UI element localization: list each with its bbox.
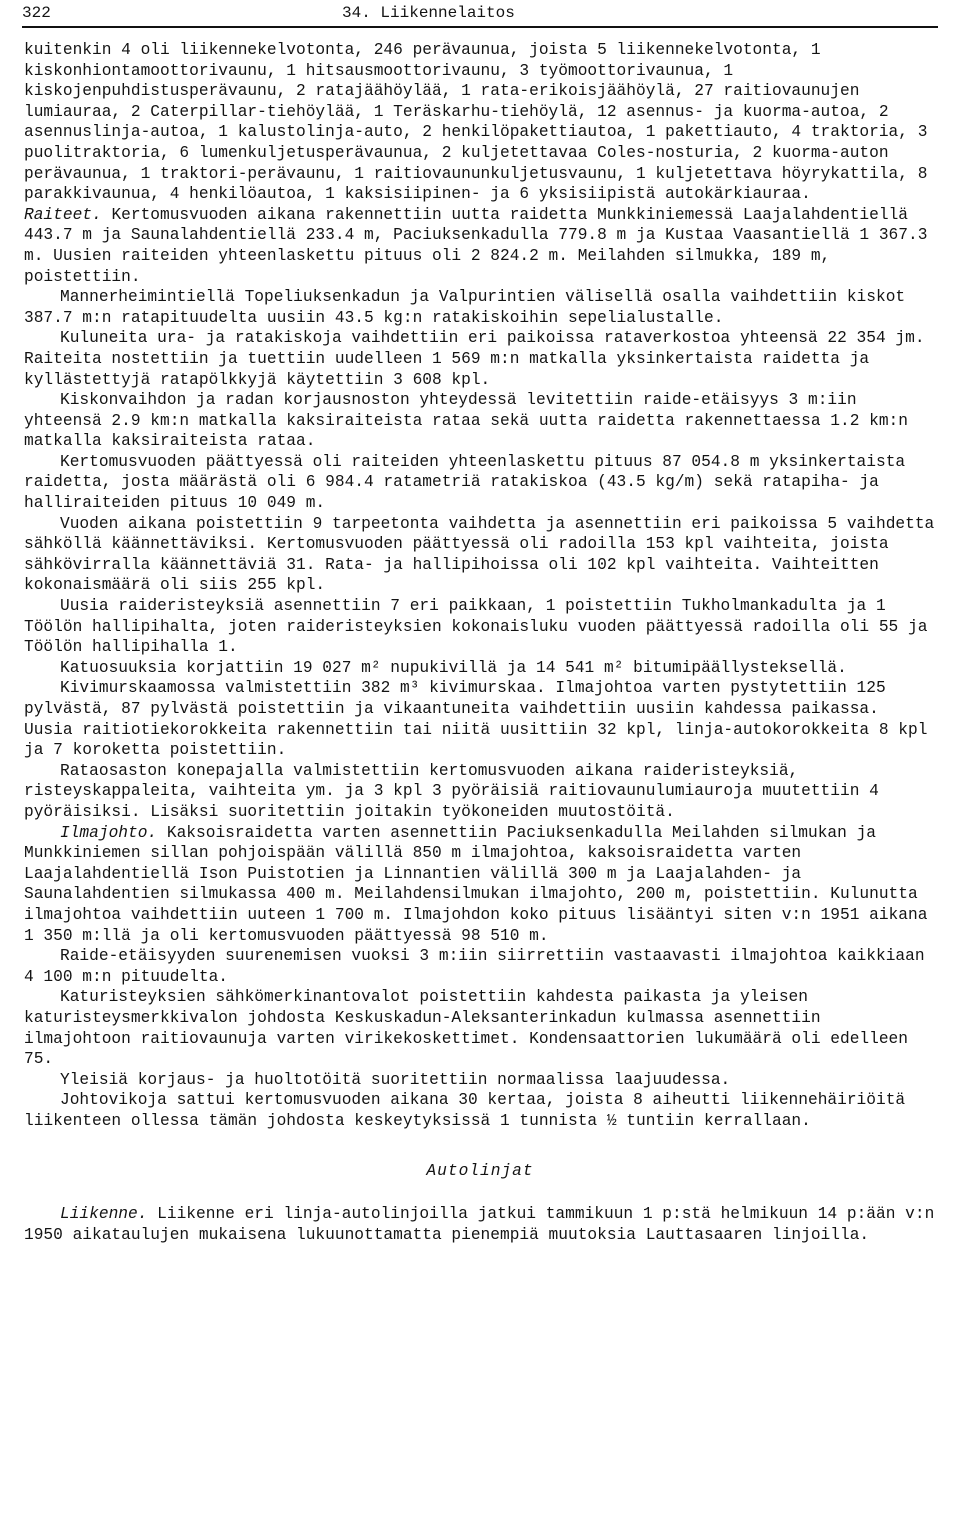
paragraph (24, 761, 936, 823)
paragraph-text: Kaksoisraidetta varten asennettiin Paciuksenkadulla Meilahden silmukan ja Munkkiniemen sillan pohjoispään välillä 850 m ilmajohtoa, kaksoisraidetta varten Laajalahdentiellä Ison Puistotien ja Linnantien välillä 300 m ja Laajalahden- ja Saunalahdentien silmukassa 400 m. Meilahdensilmukan ilmajohto, 200 m, poistettiin. Kulunutta ilmajohtoa vaihdettiin uuteen 1 700 m. Ilmajohdon koko pituus lisääntyi siten v:n 1951 aikana 1 350 m:llä ja oli kertomusvuoden päättyessä 98 510 m. (24, 823, 928, 945)
paragraph (24, 1090, 936, 1131)
paragraph-label: Ilmajohto. (60, 823, 158, 842)
paragraph-text: Katuristeyksien sähkömerkinantovalot poistettiin kahdesta paikasta ja yleisen katuristeysmerkkivalon johdosta Keskuskadun-Aleksanterinkadun kulmassa asennettiin ilmajohtoon raitiovaunuja varten virikekoskettimet. Kondensaattorien lukumäärä oli edelleen 75. (24, 988, 908, 1069)
paragraph (24, 823, 936, 947)
paragraph-text: Kivimurskaamossa valmistettiin 382 m³ kivimurskaa. Ilmajohtoa varten pystytettiin 125 pylvästä, 87 pylvästä poistettiin ja vikaantuneita vaihdettiin uusiin kahdessa paikassa. Uusia raitiotiekorokkeita rakennettiin tai niitä uusittiin 32 kpl, linja-autokorokkeita 8 kpl ja 7 koroketta poistettiin. (24, 679, 928, 760)
paragraph-text: Vuoden aikana poistettiin 9 tarpeetonta vaihdetta ja asennettiin eri paikoissa 5 vaihdetta sähköllä käännettäviksi. Kertomusvuoden päättyessä oli radoilla 153 kpl vaihteita, joista sähkövirralla käännettäviä 31. Rata- ja hallipihoissa oli 102 kpl vaihteita. Vaihteitten kokonaismäärä oli siis 255 kpl. (24, 514, 935, 595)
page-body (24, 40, 936, 1245)
paragraph-text: Johtovikoja sattui kertomusvuoden aikana 30 kertaa, joista 8 aiheutti liikennehäiriöitä liikenteen ollessa tämän johdosta keskeytyksissä 1 tunnista ½ tuntiin kerrallaan. (24, 1091, 906, 1130)
header-rule (22, 26, 938, 28)
paragraph-text: Liikenne eri linja-autolinjoilla jatkui tammikuun 1 p:stä helmikuun 14 p:ään v:n 1950 aikataulujen mukaisena lukuunottamatta pienempiä muutoksia Lauttasaaren linjoilla. (24, 1205, 935, 1244)
paragraph (24, 946, 936, 987)
paragraph-text: Rataosaston konepajalla valmistettiin kertomusvuoden aikana raideristeyksiä, risteyskappaleita, vaihteita ym. ja 3 kpl 3 pyöräisiä raitiovaunulumiauroja muutettiin 4 pyöräisiksi. Lisäksi suoritettiin joitakin työkoneiden muutostöitä. (24, 761, 879, 821)
paragraph-label: Raiteet. (24, 205, 102, 224)
paragraph (24, 678, 936, 760)
section-title: 34. Liikennelaitos (342, 4, 515, 22)
subsection-heading: Autolinjat (426, 1162, 534, 1181)
paragraph-text: Yleisiä korjaus- ja huoltotöitä suoritettiin normaalissa laajuudessa. (60, 1070, 731, 1089)
paragraph (24, 658, 936, 679)
paragraph (24, 1204, 936, 1245)
page-header (22, 4, 938, 26)
paragraph-text: Uusia raideristeyksiä asennettiin 7 eri paikkaan, 1 poistettiin Tukholmankadulta ja 1 Töölön hallipihalta, joten raideristeyksien kokonaisluku vuoden päättyessä radoilla oli 55 ja Töölön hallipihalla 1. (24, 597, 928, 657)
paragraph-text: Mannerheimintiellä Topeliuksenkadun ja Valpurintien välisellä osalla vaihdettiin kiskot 387.7 m:n ratapituudelta uusiin 43.5 kg:n ratakiskoihin sepelialustalle. (24, 288, 906, 327)
paragraph (24, 987, 936, 1069)
paragraph-text: Kuluneita ura- ja ratakiskoja vaihdettiin eri paikoissa rataverkostoa yhteensä 22 354 jm. Raiteita nostettiin ja tuettiin uudelleen 1 569 m:n matkalla yksinkertaista raidetta ja kyllästettyjä ratapölkkyjä käytettiin 3 608 kpl. (24, 329, 925, 389)
paragraph (24, 40, 936, 205)
paragraph-text: Kertomusvuoden aikana rakennettiin uutta raidetta Munkkiniemessä Laajalahdentiellä 443.7 m ja Saunalahdentiellä 233.4 m, Paciuksenkadulla 779.8 m ja Kustaa Vaasantiellä 1 367.3 m. Uusien raiteiden yhteenlaskettu pituus oli 2 824.2 m. Meilahden silmukka, 189 m, poistettiin. (24, 205, 928, 286)
paragraph (24, 328, 936, 390)
paragraph (24, 205, 936, 287)
paragraph (24, 452, 936, 514)
paragraph-text: Kertomusvuoden päättyessä oli raiteiden yhteenlaskettu pituus 87 054.8 m yksinkertaista raidetta, josta määrästä oli 6 984.4 ratametriä ratakiskoa (43.5 kg/m) sekä ratapiha- ja halliraiteiden pituus 10 049 m. (24, 452, 906, 513)
paragraph-text: Katuosuuksia korjattiin 19 027 m² nupukivillä ja 14 541 m² bitumipäällysteksellä. (60, 658, 847, 677)
paragraph-text: Raide-etäisyyden suurenemisen vuoksi 3 m:iin siirrettiin vastaavasti ilmajohtoa kaikkiaan 4 100 m:n pituudelta. (24, 947, 925, 986)
paragraph (24, 1070, 936, 1091)
page-number: 322 (22, 4, 51, 22)
paragraph-label: Liikenne. (60, 1205, 148, 1224)
paragraph-text: Kiskonvaihdon ja radan korjausnoston yhteydessä levitettiin raide-etäisyys 3 m:iin yhteensä 2.9 km:n matkalla kaksiraiteista rataa sekä uutta raidetta rakennettaessa 1.2 km:n matkalla kaksiraiteista rataa. (24, 391, 908, 451)
paragraph-text: kuitenkin 4 oli liikennekelvotonta, 246 perävaunua, joista 5 liikennekelvotonta, 1 kiskonhiontamoottorivaunu, 1 hitsausmoottorivaunu, 3 työmoottorivaunua, 1 kiskojenpuhdistusperävaunu, 2 ratajäähöylää, 1 rata-erikoisjäähöylä, 27 raitiovaunujen lumiauraa, 2 Caterpillar-tiehöylää, 1 Teräskarhu-tiehöylä, 12 asennus- ja kuorma-autoa, 2 asennuslinja-autoa, 1 kalustolinja-auto, 2 henkilöpakettiautoa, 1 pakettiauto, 4 traktoria, 3 puolitraktoria, 6 lumenkuljetusperävaunua, 2 kuljetettavaa Coles-nosturia, 2 kuorma-auton perävaunua, 1 traktori-perävaunu, 1 raitiovaununkuljetusvaunu, 1 kuljetettava höyrykattila, 8 parakkivaunua, 4 henkilöautoa, 1 kaksisiipinen- ja 6 yksisiipistä autokärkiauraa. (24, 41, 928, 204)
paragraph (24, 514, 936, 596)
paragraph (24, 596, 936, 658)
paragraph (24, 390, 936, 452)
paragraph (24, 287, 936, 328)
